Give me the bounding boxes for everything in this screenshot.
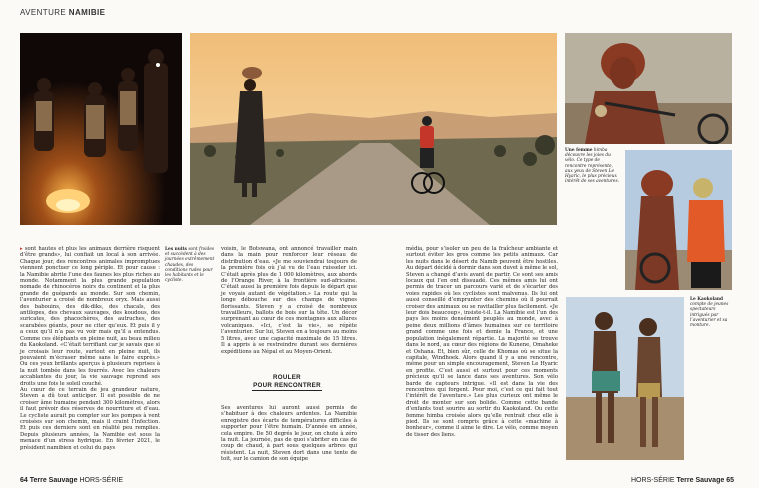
photo-himba-woman: [565, 33, 732, 144]
col1-paragraph-1: sont hautes et plus les animaux derrière risquent d’être grands», lui confiait un local à son arrivée. Chaque jour, des rencontres animales impromptues viennent ponctuer ce long périple. Et pour cause : la Namibie abrite l’une des faunes les plus riches au monde. Notamment la plus grande population nomade de rhinocéros noirs du continent et la plus grande de guépards au monde. Sur son chemin, l’aventurier a croisé de nombreux oryx. Mais aussi des babouins, des dik-diks, des chacals, des antilopes, des chevaux sauvages, des koudous, des suricates, des phacochères, des autruches, des scarabées géants, pour ne citer qu’eux. Et puis il y a ceux qu’il n’a pas vu voir mais qu’il a entendus. Comme ces éléphants en pleine nuit, au beau milieu du Kaokoland. «C’était terrifiant car je savais que si je croisais leur route, surtout en pleine nuit, ils pouvaient m’écraser même sans le faire exprès.» Ou ces yeux brillants aperçus à plusieurs reprises à la nuit tombée dans les fourrés. Avec les chaleurs accablantes du jour, la vie sauvage reprend ses droits une fois le soleil couché.: [20, 246, 160, 387]
photo-night-campfire: [20, 33, 182, 225]
col2-paragraph-1: voisin, le Botswana, ont annoncé travailler main dans la main pour renforcer leur réseau de distribution d’eau. «Je me souviendrai toujours de la première fois où j’ai vu de l’eau ruisseler ici. C’était après plus de 1 000 kilomètres, aux abords de l’Orange River, à la frontière sud-africaine. C’était aussi la première fois depuis le départ que je voyais autant de végétation.» La route qui la longe débouche sur des champs de vignes florissants. Steven y a croisé de nombreux travailleurs, ballots de bois sur la tête. Un décor surprenant au cœur de ces montagnes aux allures volcaniques. «Ici, c’est la vie», se répète l’aventurier. Sur lui, Steven en a toujours au moins 5 litres, avec une capacité maximale de 15 litres. Il a appris à se restreindre durant ses dernières expéditions au Népal et au Moyen-Orient.: [221, 246, 357, 355]
paragraph-marker: ▸: [20, 246, 25, 252]
article-column-1: [20, 246, 160, 451]
article-column-3: [406, 246, 558, 438]
footer-right-prefix: HORS-SÉRIE: [631, 477, 675, 484]
footer-left-suffix: HORS-SÉRIE: [79, 477, 123, 484]
section-title: NAMIBIE: [68, 8, 106, 17]
caption-kaokoland-lead: Le Kaokoland: [690, 297, 724, 302]
subhead-line-2: POUR RENCONTRER: [253, 382, 321, 389]
section-header: [20, 8, 105, 17]
footer-right-mag: Terre Sauvage: [676, 477, 725, 484]
subhead-line-1: ROULER: [273, 374, 301, 381]
caption-himba-lead: Une femme: [565, 148, 593, 153]
caption-himba-woman: [565, 148, 621, 184]
caption-nights-text: sont froides et succèdent à des journées extrêmement chaudes, des conditions rudes pour les habitants et le cycliste.: [165, 247, 215, 284]
footer-right-page: 65: [726, 477, 734, 484]
caption-nights: [165, 247, 215, 283]
footer-left-page: 64: [20, 477, 28, 484]
subhead-rule: [252, 390, 322, 391]
photo-woman-and-cyclist: [625, 150, 732, 290]
photo-kaokoland-children: [566, 297, 684, 460]
footer-left-mag: Terre Sauvage: [29, 477, 78, 484]
article-column-2b: [221, 405, 357, 463]
caption-himba-text: himba découvre les joies du vélo. Ce type de rencontre représente, aux yeux de Steven Le Hyaric, le plus précieux intérêt de ses aventures.: [565, 148, 620, 185]
caption-nights-lead: Les nuits: [165, 247, 187, 252]
section-label: AVENTURE: [20, 8, 67, 17]
photo-panorama-road: [190, 33, 557, 225]
caption-kaokoland-text: compte de jeunes spectateurs intrigués par l’aventurier et sa monture.: [690, 302, 729, 329]
col3-paragraph-1: média, pour s’isoler un peu de la fraîcheur ambiante et surtout éviter les gros comme les petits animaux. Car les nuits dans le désert du Namib peuvent être hostiles. Au départ décidé à dormir dans son duvet à même le sol, Steven a changé d’avis avant de partir. Ce sont ses amis locaux qui l’en ont dissuadé. Ces mêmes amis lui ont permis de tracer un parcours varié et de s’écarter des voies rapides où les cyclistes sont malvenus. Ils lui ont aussi conseillé d’emprunter des chemins où il pourrait croiser des animaux ou se ravitailler plus facilement. «Je leur dois beaucoup», insiste-t-il. La Namibie est l’un des pays les moins densément peuplés au monde, avec à peine deux millions d’âmes humaines sur ce territoire grand comme une fois et demie la France, et une population inégalement répartie. La majorité se trouve dans le nord, au cœur des régions de Kunene, Omaheke et Oshana. Et, bien sûr, celle de Khomas où se situe la capitale, Windhoek. Alors quand il y a une rencontre, même pour un simple encouragement, Steven Le Hyaric en profite. C’est aussi et surtout pour ces moments précieux qu’il se lance dans ses aventures. Son vélo barde de capteurs intrigue. «Il est dans la vie des rencontres qui forgent. Pour moi, c’est ce qui fait tout l’intérêt de l’aventure.» Les plus curieux ont même le droit de monter sur son bolide. Comme cette bande d’enfants tout sourire au sortir du Kaokoland. Ou cette femme himba croisée alors qu’elle rentrait chez elle à pied. Ils se sont compris grâce à cette «machine à bonheur», comme il aime le dire. Le vélo, comme moyen de tisser des liens.: [406, 246, 559, 438]
subhead: [252, 374, 322, 391]
col1-paragraph-2: Au cœur de ce terrain de jeu grandeur nature, Steven a dû tout anticiper. Il est possible de ne croiser âme humaine pendant 300 kilomètres, alors il faut prévoir des réserves de nourriture et d’eau. Le cycliste aurait pu compter sur les pompes à vent croisées sur son chemin, mais il craint l’infection. Et puis ces derniers sont en réalité peu remplies. Depuis plusieurs années, la Namibie est sous la menace d’un stress hydrique. En février 2021, le président namibien et celui du pays: [20, 386, 160, 451]
col2-paragraph-2: Ses aventures lui auront aussi permis de s’habituer à des chaleurs ardentes. La Namibie enregistre des écarts de températures difficiles à supporter pour l’être humain. D’année en année, cela empire. De 50 degrés le jour, on chute à zéro la nuit. La journée, pas de quoi s’abriter en cas de coup de chaud, à part sous quelques arbres qui résistent. La nuit, Steven dort dans une tente de toit, sur le camion de son équipe: [221, 405, 357, 463]
caption-kaokoland: [690, 297, 734, 328]
article-column-2: [221, 246, 357, 355]
footer-left: [20, 477, 123, 484]
footer-right: [631, 477, 734, 484]
